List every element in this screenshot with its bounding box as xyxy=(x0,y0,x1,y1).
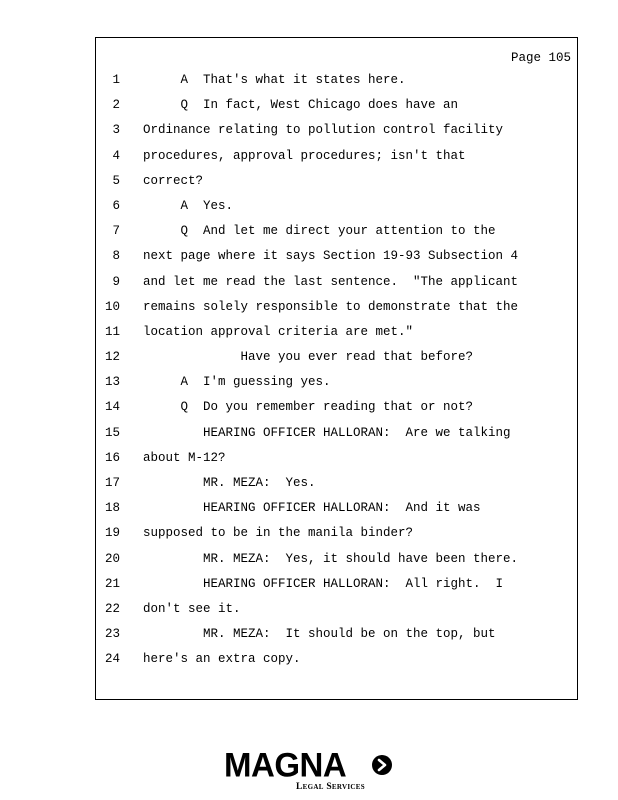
line-number: 9 xyxy=(112,274,120,289)
line-text: supposed to be in the manila binder? xyxy=(143,526,414,541)
line-number: 7 xyxy=(112,224,120,239)
transcript-line xyxy=(96,149,577,174)
line-number: 4 xyxy=(112,148,120,163)
transcript-line xyxy=(96,602,577,627)
transcript-line xyxy=(96,451,577,476)
line-number: 12 xyxy=(104,350,120,365)
transcript-line xyxy=(96,652,577,677)
line-number: 8 xyxy=(112,249,120,264)
line-number: 24 xyxy=(104,652,120,667)
line-text: A Yes. xyxy=(143,198,234,213)
line-text: HEARING OFFICER HALLORAN: And it was xyxy=(143,501,481,516)
line-number: 20 xyxy=(104,551,120,566)
transcript-line xyxy=(96,501,577,526)
line-number: 11 xyxy=(104,324,120,339)
page-number: Page 105 xyxy=(510,51,571,65)
transcript-line xyxy=(96,123,577,148)
transcript-line xyxy=(96,174,577,199)
line-number: 22 xyxy=(104,601,120,616)
line-number: 16 xyxy=(104,450,120,465)
arrow-circle-icon xyxy=(372,755,392,775)
line-text: Have you ever read that before? xyxy=(143,350,474,365)
line-text: A That's what it states here. xyxy=(143,73,406,87)
line-number: 17 xyxy=(104,476,120,490)
line-text: about M-12? xyxy=(143,450,226,465)
line-number: 13 xyxy=(104,375,120,390)
line-text: don't see it. xyxy=(143,601,241,616)
line-number: 19 xyxy=(104,526,120,541)
line-text: here's an extra copy. xyxy=(143,652,301,667)
transcript-line xyxy=(96,350,577,375)
transcript-lines xyxy=(96,73,577,678)
logo-wordmark: MAGNA xyxy=(224,745,347,784)
line-text: next page where it says Section 19-93 Subsection 4 xyxy=(143,249,519,264)
line-text: MR. MEZA: It should be on the top, but xyxy=(143,627,496,642)
transcript-line xyxy=(96,552,577,577)
transcript-line xyxy=(96,73,577,98)
transcript-line xyxy=(96,577,577,602)
line-number: 14 xyxy=(104,400,120,415)
line-text: correct? xyxy=(143,173,204,188)
line-text: location approval criteria are met." xyxy=(143,324,414,339)
transcript-page xyxy=(95,37,578,700)
line-text: Ordinance relating to pollution control facility xyxy=(143,123,504,138)
line-text: Q Do you remember reading that or not? xyxy=(143,400,474,415)
transcript-line xyxy=(96,375,577,400)
line-text: Q In fact, West Chicago does have an xyxy=(143,98,459,113)
transcript-line xyxy=(96,526,577,551)
line-number: 3 xyxy=(112,123,120,138)
line-text: Q And let me direct your attention to the xyxy=(143,224,496,239)
line-text: MR. MEZA: Yes, it should have been there. xyxy=(143,551,519,566)
line-text: HEARING OFFICER HALLORAN: All right. I xyxy=(143,576,504,591)
line-number: 1 xyxy=(112,73,120,87)
line-text: and let me read the last sentence. "The applicant xyxy=(143,274,519,289)
line-text: remains solely responsible to demonstrate that the xyxy=(143,299,519,314)
line-text: HEARING OFFICER HALLORAN: Are we talking xyxy=(143,425,511,440)
line-number: 5 xyxy=(112,173,120,188)
line-number: 15 xyxy=(104,425,120,440)
line-number: 21 xyxy=(104,576,120,591)
transcript-line xyxy=(96,400,577,425)
transcript-line xyxy=(96,275,577,300)
transcript-line xyxy=(96,249,577,274)
logo-subtitle: Legal Services xyxy=(296,782,365,792)
line-text: procedures, approval procedures; isn't that xyxy=(143,148,466,163)
line-text: MR. MEZA: Yes. xyxy=(143,476,316,490)
transcript-line xyxy=(96,199,577,224)
line-number: 18 xyxy=(104,501,120,516)
line-number: 23 xyxy=(104,627,120,642)
line-number: 2 xyxy=(112,98,120,113)
line-number: 10 xyxy=(104,299,120,314)
transcript-line xyxy=(96,300,577,325)
transcript-line xyxy=(96,426,577,451)
line-text: A I'm guessing yes. xyxy=(143,375,331,390)
transcript-line xyxy=(96,224,577,249)
magna-logo xyxy=(224,747,394,793)
transcript-line xyxy=(96,98,577,123)
transcript-line xyxy=(96,627,577,652)
transcript-line xyxy=(96,325,577,350)
transcript-line xyxy=(96,476,577,501)
line-number: 6 xyxy=(112,198,120,213)
